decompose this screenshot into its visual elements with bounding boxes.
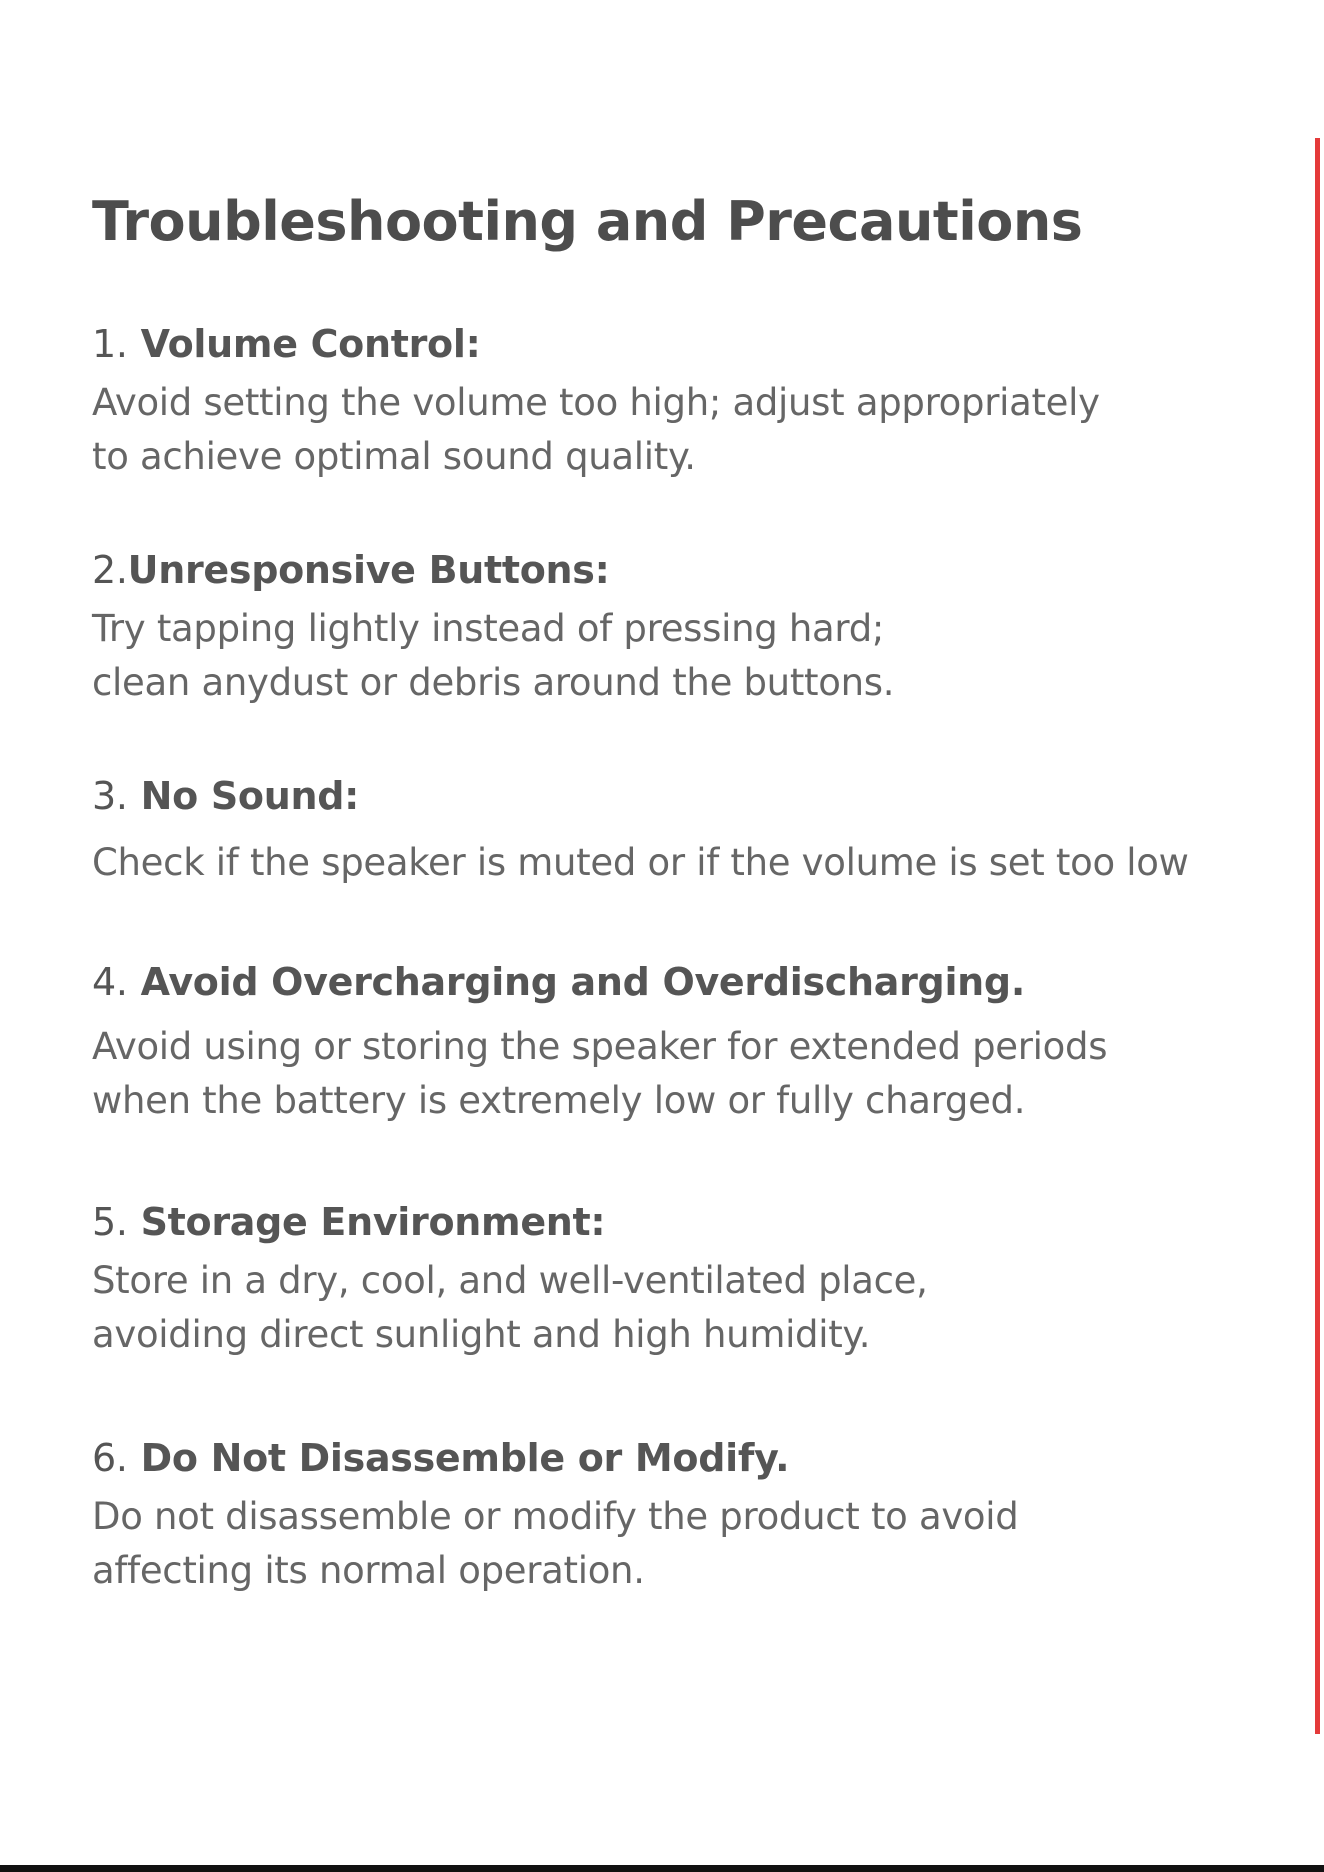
item-body-line: Check if the speaker is muted or if the volume is set too low bbox=[92, 841, 1189, 884]
item-do-not-disassemble bbox=[92, 1436, 1292, 1598]
item-body-line: Avoid using or storing the speaker for extended periods bbox=[92, 1025, 1108, 1068]
item-number: 5. bbox=[92, 1200, 128, 1244]
item-heading bbox=[92, 960, 1292, 1004]
item-heading bbox=[92, 1436, 1292, 1480]
accent-rule bbox=[1315, 138, 1320, 1734]
item-heading bbox=[92, 322, 1292, 366]
item-unresponsive-buttons bbox=[92, 548, 1292, 710]
item-heading-text: Volume Control: bbox=[127, 322, 481, 366]
item-body-line: Do not disassemble or modify the product to avoid bbox=[92, 1495, 1019, 1538]
bottom-band bbox=[0, 1865, 1324, 1872]
item-body-line: affecting its normal operation. bbox=[92, 1549, 645, 1592]
item-body-line: avoiding direct sunlight and high humidity. bbox=[92, 1313, 871, 1356]
item-body bbox=[92, 1020, 1292, 1128]
item-heading bbox=[92, 1200, 1292, 1244]
item-heading-text: Do Not Disassemble or Modify. bbox=[127, 1436, 790, 1480]
item-heading-text: Unresponsive Buttons: bbox=[127, 548, 610, 592]
item-number: 6. bbox=[92, 1436, 128, 1480]
item-heading bbox=[92, 548, 1292, 592]
item-body bbox=[92, 1490, 1292, 1598]
item-body-line: Avoid setting the volume too high; adjust appropriately bbox=[92, 381, 1100, 424]
item-overcharging bbox=[92, 960, 1292, 1128]
item-heading-text: Storage Environment: bbox=[127, 1200, 606, 1244]
item-body-line: Try tapping lightly instead of pressing hard; bbox=[92, 607, 885, 650]
item-body bbox=[92, 602, 1292, 710]
page-title: Troubleshooting and Precautions bbox=[92, 190, 1083, 253]
item-volume-control bbox=[92, 322, 1292, 484]
item-heading-text: Avoid Overcharging and Overdischarging. bbox=[127, 960, 1025, 1004]
item-number: 2. bbox=[92, 548, 128, 592]
item-body-line: clean anydust or debris around the buttons. bbox=[92, 661, 895, 704]
item-body-line: when the battery is extremely low or fully charged. bbox=[92, 1079, 1026, 1122]
item-heading bbox=[92, 774, 1292, 818]
item-no-sound bbox=[92, 774, 1292, 890]
item-body bbox=[92, 836, 1292, 890]
item-number: 3. bbox=[92, 774, 128, 818]
item-body-line: Store in a dry, cool, and well-ventilated place, bbox=[92, 1259, 928, 1302]
item-body bbox=[92, 1254, 1292, 1362]
item-body-line: to achieve optimal sound quality. bbox=[92, 435, 696, 478]
item-number: 4. bbox=[92, 960, 128, 1004]
item-body bbox=[92, 376, 1292, 484]
item-heading-text: No Sound: bbox=[127, 774, 360, 818]
item-number: 1. bbox=[92, 322, 128, 366]
item-storage-environment bbox=[92, 1200, 1292, 1362]
